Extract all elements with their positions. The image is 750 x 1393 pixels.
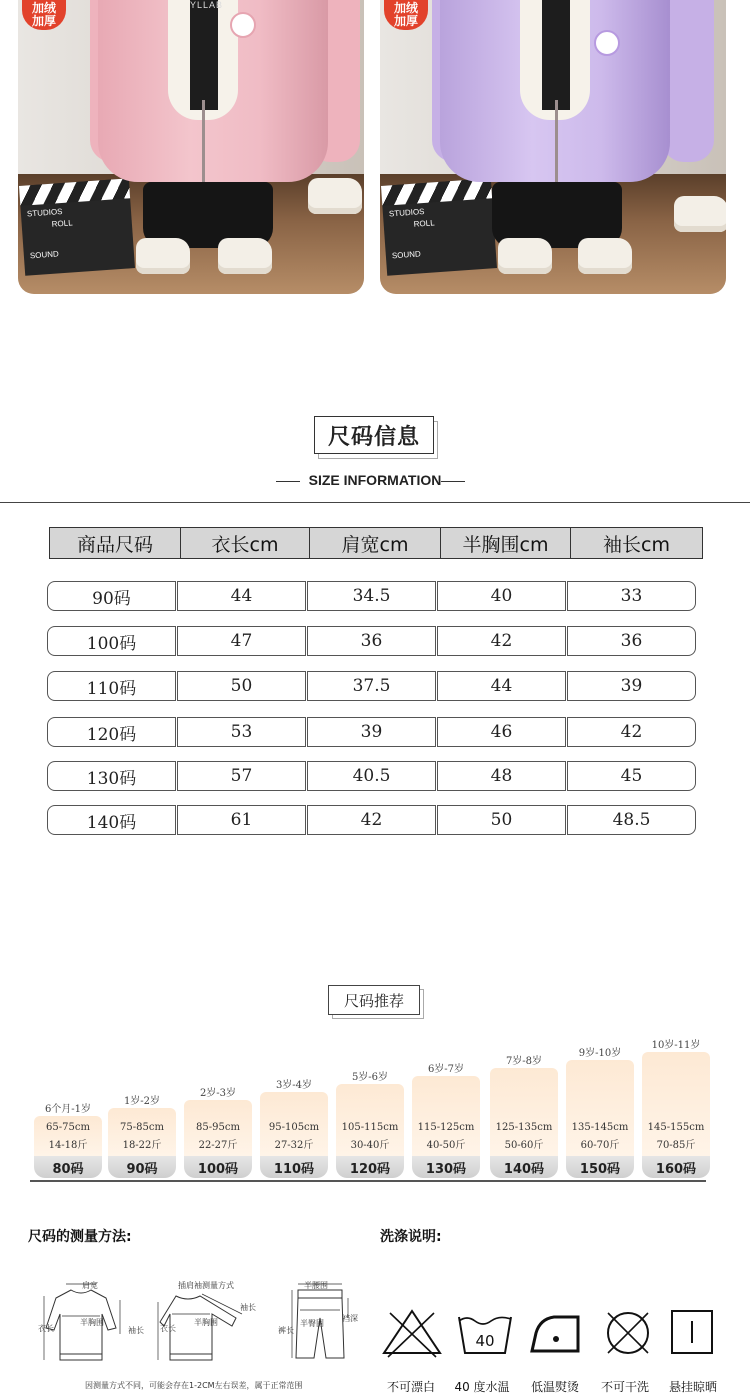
age-label: 7岁-8岁 — [505, 1056, 543, 1067]
coat-zipper — [202, 100, 205, 182]
weight-range: 30-40斤 — [350, 1140, 390, 1151]
care-label: 40 度水温 — [454, 1380, 510, 1393]
care-label: 悬挂晾晒 — [668, 1380, 717, 1393]
size-step — [260, 1092, 328, 1156]
white-shoe — [578, 238, 632, 274]
wash-temp-text: 40 — [475, 1332, 495, 1350]
size-step — [412, 1076, 480, 1156]
size-step — [490, 1068, 558, 1156]
table-cell: 50 — [437, 805, 566, 835]
table-cell: 57 — [177, 761, 306, 791]
height-range: 65-75cm — [46, 1122, 90, 1133]
age-label: 6个月-1岁 — [44, 1104, 92, 1115]
label-half-chest: 半胸围 — [80, 1318, 104, 1327]
header-cell: 商品尺码 — [50, 528, 181, 558]
size-step — [566, 1060, 634, 1156]
low-iron-icon — [524, 1305, 588, 1359]
table-cell: 140码 — [47, 805, 176, 835]
table-cell: 42 — [567, 717, 696, 747]
white-shoe — [308, 178, 362, 214]
weight-range: 60-70斤 — [580, 1140, 620, 1151]
table-cell: 130码 — [47, 761, 176, 791]
weight-range: 27-32斤 — [274, 1140, 314, 1151]
line-dry-icon — [660, 1305, 724, 1359]
size-table-header — [49, 527, 703, 559]
label-shoulder: 肩宽 — [82, 1281, 98, 1290]
age-label: 2岁-3岁 — [199, 1088, 237, 1099]
size-pill: 90码 — [108, 1156, 176, 1178]
care-label: 不可干洗 — [600, 1380, 649, 1393]
board-text: SOUND — [391, 249, 422, 261]
product-photo-pink — [18, 0, 364, 294]
care-title: 洗涤说明: — [380, 1229, 442, 1245]
board-text: ROLL — [51, 218, 73, 229]
age-label: 10岁-11岁 — [651, 1040, 701, 1051]
white-shoe — [498, 238, 552, 274]
table-row — [47, 626, 701, 656]
size-pill: 130码 — [412, 1156, 480, 1178]
label-raglan-title: 插肩袖测量方式 — [178, 1281, 234, 1290]
table-cell: 46 — [437, 717, 566, 747]
age-label: 1岁-2岁 — [123, 1096, 161, 1107]
measure-note: 因测量方式不同，可能会存在1-2CM左右误差，属于正常范围 — [85, 1381, 303, 1390]
size-step — [642, 1052, 710, 1156]
label-sleeve: 袖长 — [128, 1326, 144, 1335]
size-step — [184, 1100, 252, 1156]
weight-range: 50-60斤 — [504, 1140, 544, 1151]
label-raglan-chest: 半胸围 — [194, 1318, 218, 1327]
height-range: 85-95cm — [196, 1122, 240, 1133]
no-dry-clean-icon — [596, 1305, 660, 1359]
subtitle-rule — [441, 481, 465, 482]
label-half-waist: 半腰围 — [304, 1281, 328, 1290]
table-cell: 34.5 — [307, 581, 436, 611]
table-cell: 45 — [567, 761, 696, 791]
table-row — [47, 805, 701, 835]
table-cell: 36 — [307, 626, 436, 656]
header-cell: 半胸围cm — [441, 528, 571, 558]
label-length: 衣长 — [38, 1324, 54, 1333]
white-shoe — [218, 238, 272, 274]
wash-40-icon — [453, 1305, 517, 1359]
table-row — [47, 761, 701, 791]
age-label: 5岁-6岁 — [351, 1072, 389, 1083]
height-range: 125-135cm — [495, 1122, 553, 1133]
weight-range: 18-22斤 — [122, 1140, 162, 1151]
care-label: 不可漂白 — [386, 1380, 435, 1393]
fleece-badge: 加绒 加厚 — [384, 0, 428, 30]
table-cell: 42 — [437, 626, 566, 656]
height-range: 105-115cm — [341, 1122, 399, 1133]
no-bleach-icon — [380, 1305, 444, 1359]
label-raglan-sleeve: 袖长 — [240, 1303, 256, 1312]
table-cell: 53 — [177, 717, 306, 747]
table-cell: 44 — [437, 671, 566, 701]
table-cell: 39 — [567, 671, 696, 701]
table-cell: 40 — [437, 581, 566, 611]
size-recommend-title: 尺码推荐 — [328, 985, 420, 1015]
board-text: STUDIOS — [388, 206, 425, 219]
table-row — [47, 671, 701, 701]
bunny-patch-icon — [594, 30, 620, 56]
care-label: 低温熨烫 — [530, 1380, 579, 1393]
table-cell: 120码 — [47, 717, 176, 747]
weight-range: 70-85斤 — [656, 1140, 696, 1151]
height-range: 115-125cm — [417, 1122, 475, 1133]
table-cell: 100码 — [47, 626, 176, 656]
label-raglan-length: 衣长 — [160, 1324, 176, 1333]
size-step — [34, 1116, 102, 1156]
table-cell: 39 — [307, 717, 436, 747]
height-range: 145-155cm — [647, 1122, 705, 1133]
chart-baseline — [30, 1180, 706, 1182]
size-pill: 80码 — [34, 1156, 102, 1178]
weight-range: 14-18斤 — [48, 1140, 88, 1151]
size-pill: 110码 — [260, 1156, 328, 1178]
height-range: 95-105cm — [268, 1122, 320, 1133]
board-text: SOUND — [29, 249, 60, 261]
size-pill: 120码 — [336, 1156, 404, 1178]
table-cell: 48.5 — [567, 805, 696, 835]
table-cell: 47 — [177, 626, 306, 656]
age-label: 3岁-4岁 — [275, 1080, 313, 1091]
board-text: STUDIOS — [26, 206, 63, 219]
weight-range: 40-50斤 — [426, 1140, 466, 1151]
header-cell: 肩宽cm — [310, 528, 441, 558]
label-pants-length: 裤长 — [278, 1326, 294, 1335]
height-range: 75-85cm — [120, 1122, 164, 1133]
size-info-title: 尺码信息 — [314, 416, 434, 454]
table-cell: 44 — [177, 581, 306, 611]
table-cell: 36 — [567, 626, 696, 656]
clapperboard — [381, 178, 497, 275]
table-cell: 40.5 — [307, 761, 436, 791]
clapperboard — [19, 178, 135, 275]
table-cell: 110码 — [47, 671, 176, 701]
weight-range: 22-27斤 — [198, 1140, 238, 1151]
size-step — [336, 1084, 404, 1156]
table-cell: 48 — [437, 761, 566, 791]
label-crotch: 裆深 — [342, 1314, 358, 1323]
size-info-subtitle: SIZE INFORMATION — [308, 472, 442, 488]
table-cell: 61 — [177, 805, 306, 835]
size-pill: 160码 — [642, 1156, 710, 1178]
white-shoe — [136, 238, 190, 274]
product-photo-purple — [380, 0, 726, 294]
size-step — [108, 1108, 176, 1156]
table-cell: 90码 — [47, 581, 176, 611]
size-pill: 150码 — [566, 1156, 634, 1178]
size-pill: 100码 — [184, 1156, 252, 1178]
table-cell: 42 — [307, 805, 436, 835]
age-label: 9岁-10岁 — [578, 1048, 622, 1059]
age-label: 6岁-7岁 — [427, 1064, 465, 1075]
size-pill: 140码 — [490, 1156, 558, 1178]
bunny-patch-icon — [230, 12, 256, 38]
inner-shirt — [190, 0, 218, 110]
measure-title: 尺码的测量方法: — [28, 1229, 132, 1245]
section-divider — [0, 502, 750, 503]
shirt-text: YLLAB — [190, 0, 224, 10]
white-shoe — [674, 196, 726, 232]
header-cell: 衣长cm — [181, 528, 310, 558]
board-text: ROLL — [413, 218, 435, 229]
table-cell: 50 — [177, 671, 306, 701]
inner-shirt — [542, 0, 570, 110]
fleece-badge: 加绒 加厚 — [22, 0, 66, 30]
table-row — [47, 581, 701, 611]
coat-zipper — [555, 100, 558, 182]
label-half-hip: 半臀围 — [300, 1319, 324, 1328]
table-row — [47, 717, 701, 747]
height-range: 135-145cm — [571, 1122, 629, 1133]
table-cell: 33 — [567, 581, 696, 611]
header-cell: 袖长cm — [603, 533, 670, 556]
table-cell: 37.5 — [307, 671, 436, 701]
